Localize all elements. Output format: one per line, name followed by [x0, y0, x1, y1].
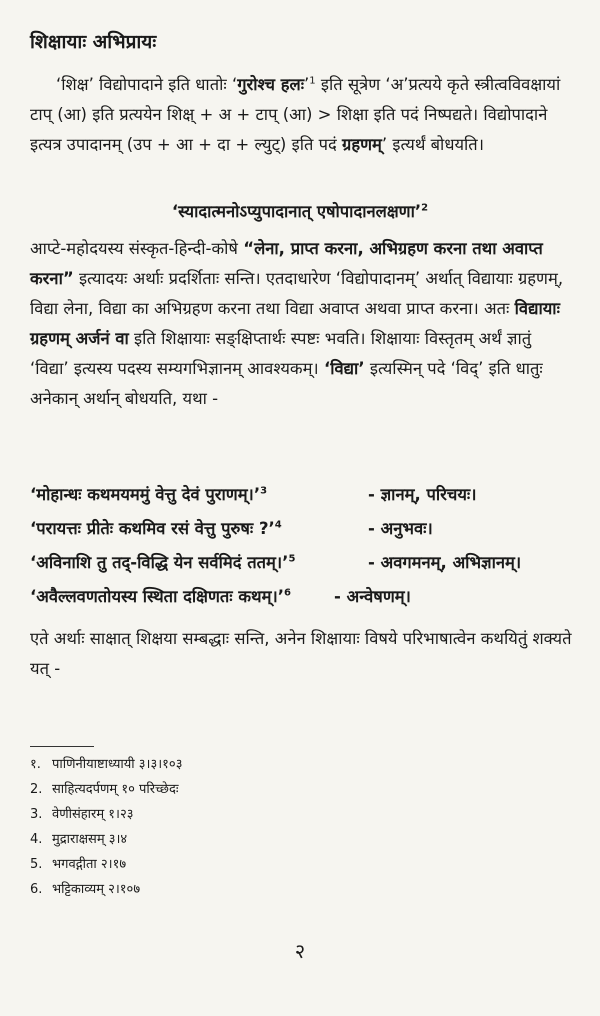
- verse-text: [30, 512, 282, 546]
- footnote-text: मुद्राराक्षसम् ३।४: [52, 832, 128, 847]
- footnote-item: [30, 827, 182, 852]
- footnote-item: [30, 852, 182, 877]
- verse-meaning: - ज्ञानम्, परिचयः।: [368, 485, 477, 504]
- footnote-marker: 2: [421, 202, 429, 214]
- footnote-marker: 6: [283, 587, 291, 599]
- verse-meaning: - अनुभवः।: [368, 519, 433, 538]
- verse-line: ‘मोहान्धः कथमयममुं वेत्तु देवं पुराणम्।’: [30, 485, 261, 504]
- footnote-marker: 4: [274, 519, 282, 531]
- text-run: ’: [304, 75, 310, 94]
- text-run: इत्यस्मिन् पदे ‘विद्’ इति धातुः अनेकान् अर्थान् बोधयति, यथा -: [30, 359, 543, 408]
- footnote-number: 4.: [30, 832, 43, 847]
- verse-line: ‘अवैल्लवणतोयस्य स्थिता दक्षिणतः कथम्।’: [30, 587, 284, 606]
- bold-phrase: गुरोश्च हलः: [237, 75, 305, 94]
- text-run: इति सूत्रेण ‘अ’प्रत्यये कृते स्त्रीत्वविवक्षायां टाप् (आ) इति प्रत्ययेन शिक्ष् + अ + टाप् (आ) > शिक्षा इति पदं निष्पद्यते। विद्योपादाने इत्यत्र उपादानम् (उप + आ + दा + ल्युट्) इति पदं: [30, 75, 561, 154]
- footnote-text: वेणीसंहारम् १।२३: [52, 807, 134, 822]
- footnote-number: 5.: [30, 857, 43, 872]
- section-heading: शिक्षायाः अभिप्रायः: [30, 31, 157, 53]
- verse-line: ‘अविनाशि तु तद्-विद्धि येन सर्वमिदं ततम्।’: [30, 553, 289, 572]
- text-run: इत्यादयः अर्थाः प्रदर्शिताः सन्ति। एतदाधारेण ‘विद्योपादानम्’ अर्थात् विद्यायाः ग्रहणम्, विद्या लेना, विद्या का अभिग्रहण करना तथा विद्या अवाप्त अथवा प्राप्त करना। अतः: [30, 269, 564, 318]
- bold-phrase: ग्रहणम्: [342, 135, 382, 154]
- footnote-text: भगवद्गीता २।१७: [52, 857, 127, 872]
- text-run: ’ इत्यर्थं बोधयति।: [381, 135, 484, 154]
- verse-meaning: - अन्वेषणम्।: [334, 587, 411, 606]
- verse-meaning: - अवगमनम्, अभिज्ञानम्।: [368, 553, 522, 572]
- bold-phrase: विद्यायाः ग्रहणम् अर्जनं वा: [30, 299, 560, 348]
- verse-text: [30, 580, 291, 614]
- footnote-text: साहित्यदर्पणम् १० परिच्छेदः: [52, 782, 179, 797]
- verse-row: [30, 546, 590, 580]
- text-run: इति शिक्षायाः सङ्क्षिप्तार्थः स्पष्टः भवति। शिक्षायाः विस्तृतम् अर्थं ज्ञातुं ‘विद्या’ इत्यस्य पदस्य सम्यगभिज्ञानम् आवश्यकम्।: [30, 329, 532, 378]
- footnote-marker: 1: [309, 75, 316, 87]
- verse-text: [30, 546, 295, 580]
- bold-phrase: ‘विद्या’: [323, 359, 365, 378]
- footnote-number: १.: [30, 757, 41, 772]
- paragraph-dictionary-meanings: [30, 234, 572, 414]
- page-number: २: [294, 939, 306, 963]
- verse-row: [30, 478, 590, 512]
- quote-text: ‘स्यादात्मनोऽप्युपादानात् एषोपादानलक्षणा’: [171, 202, 422, 221]
- footnote-item: [30, 802, 182, 827]
- quoted-verse: [0, 198, 600, 226]
- footnote-number: 2.: [30, 782, 43, 797]
- verse-list: [30, 478, 590, 614]
- footnote-number: 3.: [30, 807, 43, 822]
- verse-line: ‘परायत्तः प्रीतेः कथमिव रसं वेत्तु पुरुषः ?’: [30, 519, 275, 538]
- footnote-item: [30, 752, 182, 777]
- footnote-text: पाणिनीयाष्टाध्यायी ३।३।१०३: [52, 757, 183, 772]
- paragraph-etymology: [30, 70, 572, 160]
- footnote-divider: [30, 746, 94, 747]
- verse-text: [30, 478, 267, 512]
- footnote-marker: 5: [288, 553, 296, 565]
- footnote-list: [30, 752, 182, 902]
- footnote-item: [30, 777, 182, 802]
- text-run: ‘शिक्ष’ विद्योपादाने इति धातोः ‘: [56, 75, 238, 94]
- verse-row: [30, 580, 590, 614]
- footnote-item: [30, 877, 182, 902]
- paragraph-conclusion: एते अर्थाः साक्षात् शिक्षया सम्बद्धाः सन्ति, अनेन शिक्षायाः विषये परिभाषात्वेन कथयितुं शक्यते यत् -: [30, 629, 572, 678]
- text-run: आप्टे-महोदयस्य संस्कृत-हिन्दी-कोषे: [30, 239, 244, 258]
- footnote-number: 6.: [30, 882, 43, 897]
- bold-phrase: “लेना, प्राप्त करना, अभिग्रहण करना तथा अवाप्त करना”: [30, 239, 543, 288]
- footnote-marker: 3: [260, 485, 268, 497]
- footnote-text: भट्टिकाव्यम् २।१०७: [52, 882, 141, 897]
- verse-row: [30, 512, 590, 546]
